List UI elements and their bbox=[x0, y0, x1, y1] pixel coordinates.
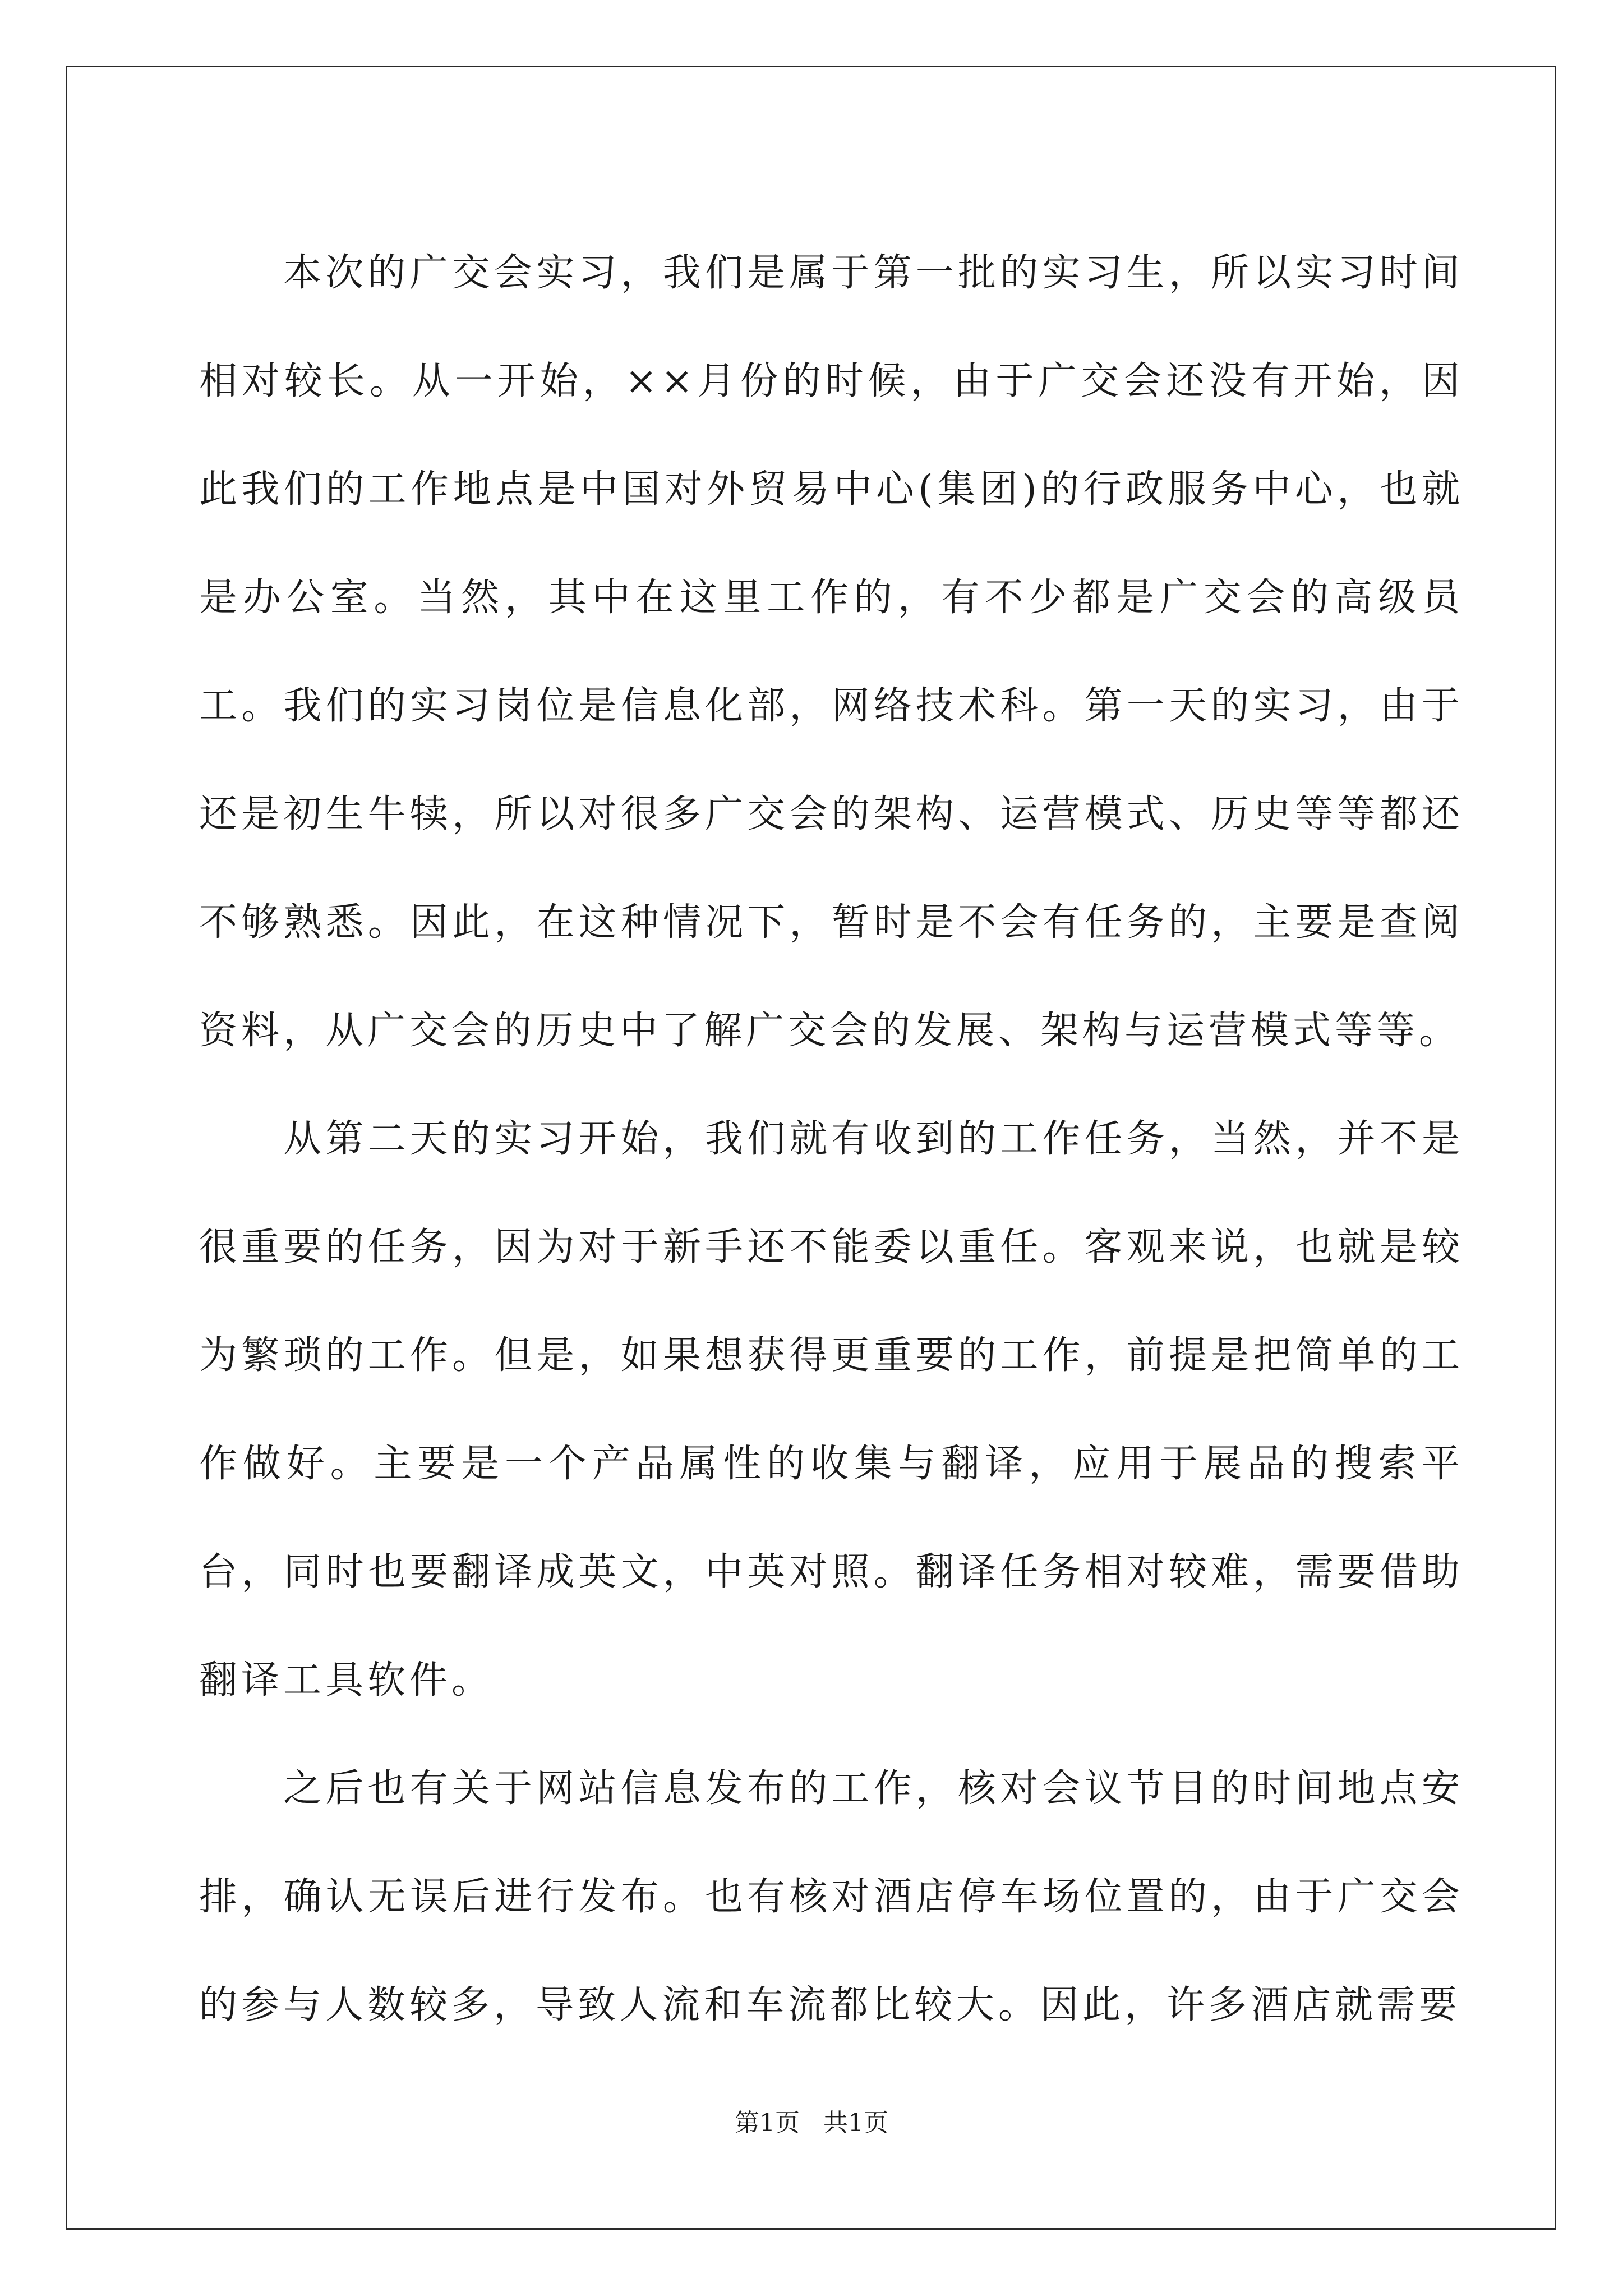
paragraph-2: 从第二天的实习开始，我们就有收到的工作任务，当然，并不是很重要的任务，因为对于新手还不能委以重任。客观来说，也就是较为繁琐的工作。但是，如果想获得更重要的工作，前提是把简单的工作做好。主要是一个产品属性的收集与翻译，应用于展品的搜索平台，同时也要翻译成英文，中英对照。翻译任务相对较难，需要借助翻译工具软件。 bbox=[199, 1117, 1464, 1703]
paragraph-1: 本次的广交会实习，我们是属于第一批的实习生，所以实习时间相对较长。从一开始，××月份的时候，由于广交会还没有开始，因此我们的工作地点是中国对外贸易中心(集团)的行政服务中心，也就是办公室。当然，其中在这里工作的，有不少都是广交会的高级员工。我们的实习岗位是信息化部，网络技术科。第一天的实习，由于还是初生牛犊，所以对很多广交会的架构、运营模式、历史等等都还不够熟悉。因此，在这种情况下，暂时是不会有任务的，主要是查阅资料，从广交会的历史中了解广交会的发展、架构与运营模式等等。 bbox=[199, 251, 1464, 1053]
page-footer: 第1页 共1页 bbox=[735, 2109, 888, 2137]
document-body bbox=[199, 219, 1464, 2059]
paragraph-3: 之后也有关于网站信息发布的工作，核对会议节目的时间地点安排，确认无误后进行发布。也有核对酒店停车场位置的，由于广交会的参与人数较多，导致人流和车流都比较大。因此，许多酒店就需要 bbox=[199, 1766, 1464, 2027]
